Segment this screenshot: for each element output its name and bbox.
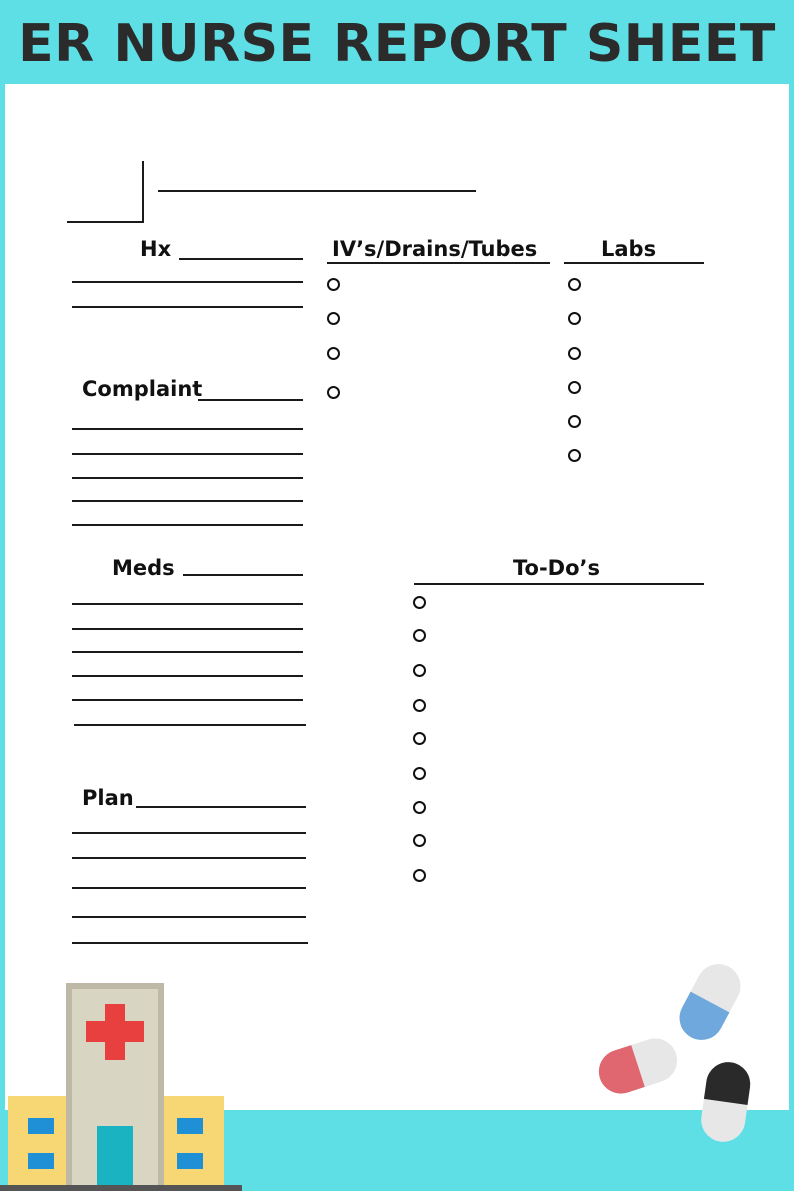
hospital-icon: [0, 978, 250, 1191]
todo-bullet[interactable]: [413, 834, 426, 847]
plan-line[interactable]: [72, 916, 306, 918]
meds-label: Meds: [112, 556, 175, 580]
todo-bullet[interactable]: [413, 596, 426, 609]
room-number-line[interactable]: [67, 221, 144, 223]
plan-line[interactable]: [72, 832, 306, 834]
labs-bullet[interactable]: [568, 415, 581, 428]
todos-label: To-Do’s: [513, 556, 601, 580]
labs-bullet[interactable]: [568, 449, 581, 462]
todo-bullet[interactable]: [413, 732, 426, 745]
complaint-label: Complaint: [82, 377, 203, 401]
plan-inline-line[interactable]: [136, 806, 306, 808]
report-sheet: [5, 84, 789, 1110]
pill-red-icon: [593, 1033, 683, 1100]
labs-bullet[interactable]: [568, 278, 581, 291]
meds-inline-line[interactable]: [183, 574, 303, 576]
meds-line[interactable]: [74, 724, 306, 726]
todo-bullet[interactable]: [413, 767, 426, 780]
complaint-line[interactable]: [72, 477, 303, 479]
page-title: ER NURSE REPORT SHEET: [18, 14, 776, 74]
todo-bullet[interactable]: [413, 699, 426, 712]
labs-bullet[interactable]: [568, 381, 581, 394]
todos-underline: [414, 583, 704, 585]
meds-line[interactable]: [72, 628, 303, 630]
hx-line[interactable]: [72, 281, 303, 283]
plan-line[interactable]: [72, 857, 306, 859]
meds-line[interactable]: [72, 651, 303, 653]
todo-bullet[interactable]: [413, 869, 426, 882]
ivs-bullet[interactable]: [327, 347, 340, 360]
complaint-line[interactable]: [72, 453, 303, 455]
ivs-underline: [327, 262, 550, 264]
labs-bullet[interactable]: [568, 347, 581, 360]
todo-bullet[interactable]: [413, 629, 426, 642]
todo-bullet[interactable]: [413, 664, 426, 677]
labs-underline: [564, 262, 704, 264]
ivs-bullet[interactable]: [327, 312, 340, 325]
patient-name-line[interactable]: [158, 190, 476, 192]
pills-decoration: [590, 958, 790, 1148]
meds-line[interactable]: [72, 699, 303, 701]
plan-line[interactable]: [72, 942, 308, 944]
labs-label: Labs: [601, 237, 657, 261]
complaint-line[interactable]: [72, 524, 303, 526]
hx-label: Hx: [140, 237, 172, 261]
pill-blue-icon: [672, 958, 748, 1048]
ivs-bullet[interactable]: [327, 386, 340, 399]
room-box-divider: [142, 161, 144, 223]
complaint-inline-line[interactable]: [198, 399, 303, 401]
ivs-bullet[interactable]: [327, 278, 340, 291]
pill-black-icon: [698, 1059, 753, 1144]
plan-label: Plan: [82, 786, 134, 810]
hx-line[interactable]: [72, 306, 303, 308]
plan-line[interactable]: [72, 887, 306, 889]
complaint-line[interactable]: [72, 428, 303, 430]
hx-inline-line[interactable]: [179, 258, 303, 260]
labs-bullet[interactable]: [568, 312, 581, 325]
meds-line[interactable]: [72, 675, 303, 677]
complaint-line[interactable]: [72, 500, 303, 502]
ivs-label: IV’s/Drains/Tubes: [332, 237, 538, 261]
meds-line[interactable]: [72, 603, 303, 605]
todo-bullet[interactable]: [413, 801, 426, 814]
